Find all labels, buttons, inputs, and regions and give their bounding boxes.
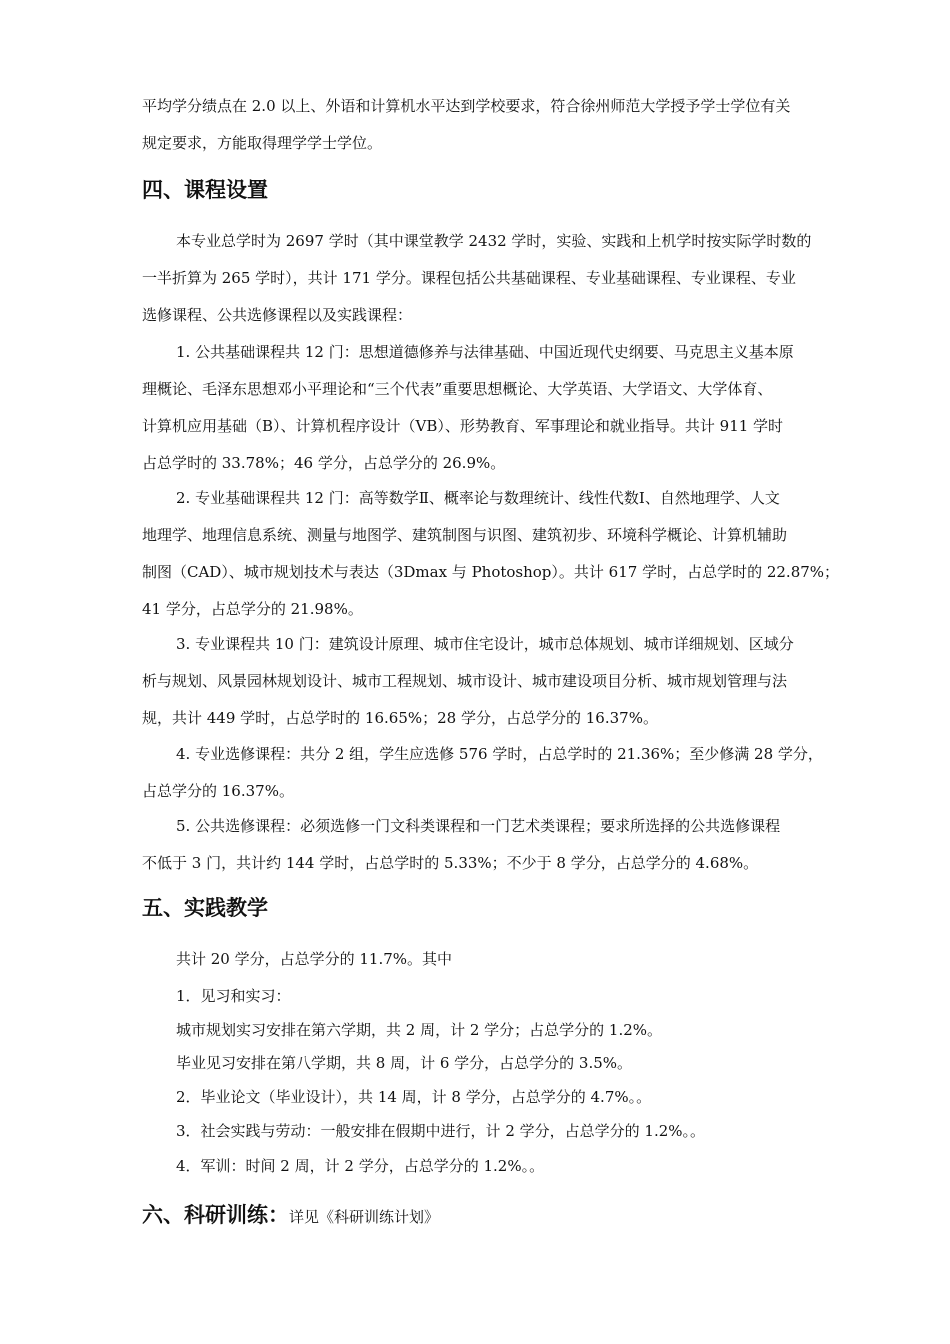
body-text-line: 本专业总学时为 2697 学时（其中课堂教学 2432 学时，实验、实践和上机学时按实际学时数的: [176, 232, 812, 250]
section-heading-courses: 四、课程设置: [142, 178, 268, 202]
body-text-line: 规定要求，方能取得理学学士学位。: [142, 134, 383, 152]
research-plan-reference: 详见《科研训练计划》: [289, 1208, 440, 1226]
list-item-line: 4. 专业选修课程：共分 2 组，学生应选修 576 学时，占总学时的 21.36%；至少修满 28 学分，: [176, 745, 823, 763]
section-heading-practice: 五、实践教学: [142, 896, 268, 920]
body-text-line: 2．毕业论文（毕业设计），共 14 周，计 8 学分，占总学分的 4.7%。。: [176, 1088, 652, 1106]
list-item-line: 41 学分，占总学分的 21.98%。: [142, 600, 363, 618]
section-heading-research: [142, 1201, 439, 1231]
body-text-line: 城市规划实习安排在第六学期，共 2 周，计 2 学分；占总学分的 1.2%。: [176, 1021, 663, 1039]
list-item-line: 占总学时的 33.78%；46 学分，占总学分的 26.9%。: [142, 454, 506, 472]
list-item-line: 2. 专业基础课程共 12 门：高等数学Ⅱ、概率论与数理统计、线性代数Ⅰ、自然地理学、人文: [176, 489, 780, 507]
list-item-line: 不低于 3 门，共计约 144 学时，占总学时的 5.33%；不少于 8 学分，占总学分的 4.68%。: [142, 854, 759, 872]
section-heading-research-title: 六、科研训练：: [142, 1203, 289, 1227]
body-text-line: 3．社会实践与劳动：一般安排在假期中进行，计 2 学分，占总学分的 1.2%。。: [176, 1122, 706, 1140]
list-item-line: 析与规划、风景园林规划设计、城市工程规划、城市设计、城市建设项目分析、城市规划管理与法: [142, 672, 788, 690]
body-text-line: 一半折算为 265 学时），共计 171 学分。课程包括公共基础课程、专业基础课程、专业课程、专业: [142, 269, 796, 287]
list-item-line: 5. 公共选修课程：必须选修一门文科类课程和一门艺术类课程；要求所选择的公共选修课程: [176, 817, 781, 835]
body-text-line: 共计 20 学分，占总学分的 11.7%。其中: [176, 950, 453, 968]
body-text-line: 1．见习和实习：: [176, 987, 291, 1005]
body-text-line: 毕业见习安排在第八学期，共 8 周，计 6 学分，占总学分的 3.5%。: [176, 1054, 633, 1072]
list-item-line: 制图（CAD）、城市规划技术与表达（3Dmax 与 Photoshop）。共计 617 学时，占总学时的 22.87%；: [142, 563, 840, 581]
list-item-line: 1. 公共基础课程共 12 门：思想道德修养与法律基础、中国近现代史纲要、马克思主义基本原: [176, 343, 794, 361]
body-text-line: 选修课程、公共选修课程以及实践课程：: [142, 306, 413, 324]
list-item-line: 占总学分的 16.37%。: [142, 782, 294, 800]
list-item-line: 理概论、毛泽东思想邓小平理论和“三个代表”重要思想概论、大学英语、大学语文、大学体育、: [142, 380, 773, 398]
list-item-line: 计算机应用基础（B）、计算机程序设计（VB）、形势教育、军事理论和就业指导。共计 911 学时: [142, 417, 784, 435]
list-item-line: 3. 专业课程共 10 门：建筑设计原理、城市住宅设计，城市总体规划、城市详细规划、区域分: [176, 635, 794, 653]
list-item-line: 规，共计 449 学时，占总学时的 16.65%；28 学分，占总学分的 16.37%。: [142, 709, 658, 727]
body-text-line: 4．军训：时间 2 周，计 2 学分，占总学分的 1.2%。。: [176, 1157, 545, 1175]
list-item-line: 地理学、地理信息系统、测量与地图学、建筑制图与识图、建筑初步、环境科学概论、计算机辅助: [142, 526, 788, 544]
body-text-line: 平均学分绩点在 2.0 以上、外语和计算机水平达到学校要求，符合徐州师范大学授予学士学位有关: [142, 97, 791, 115]
